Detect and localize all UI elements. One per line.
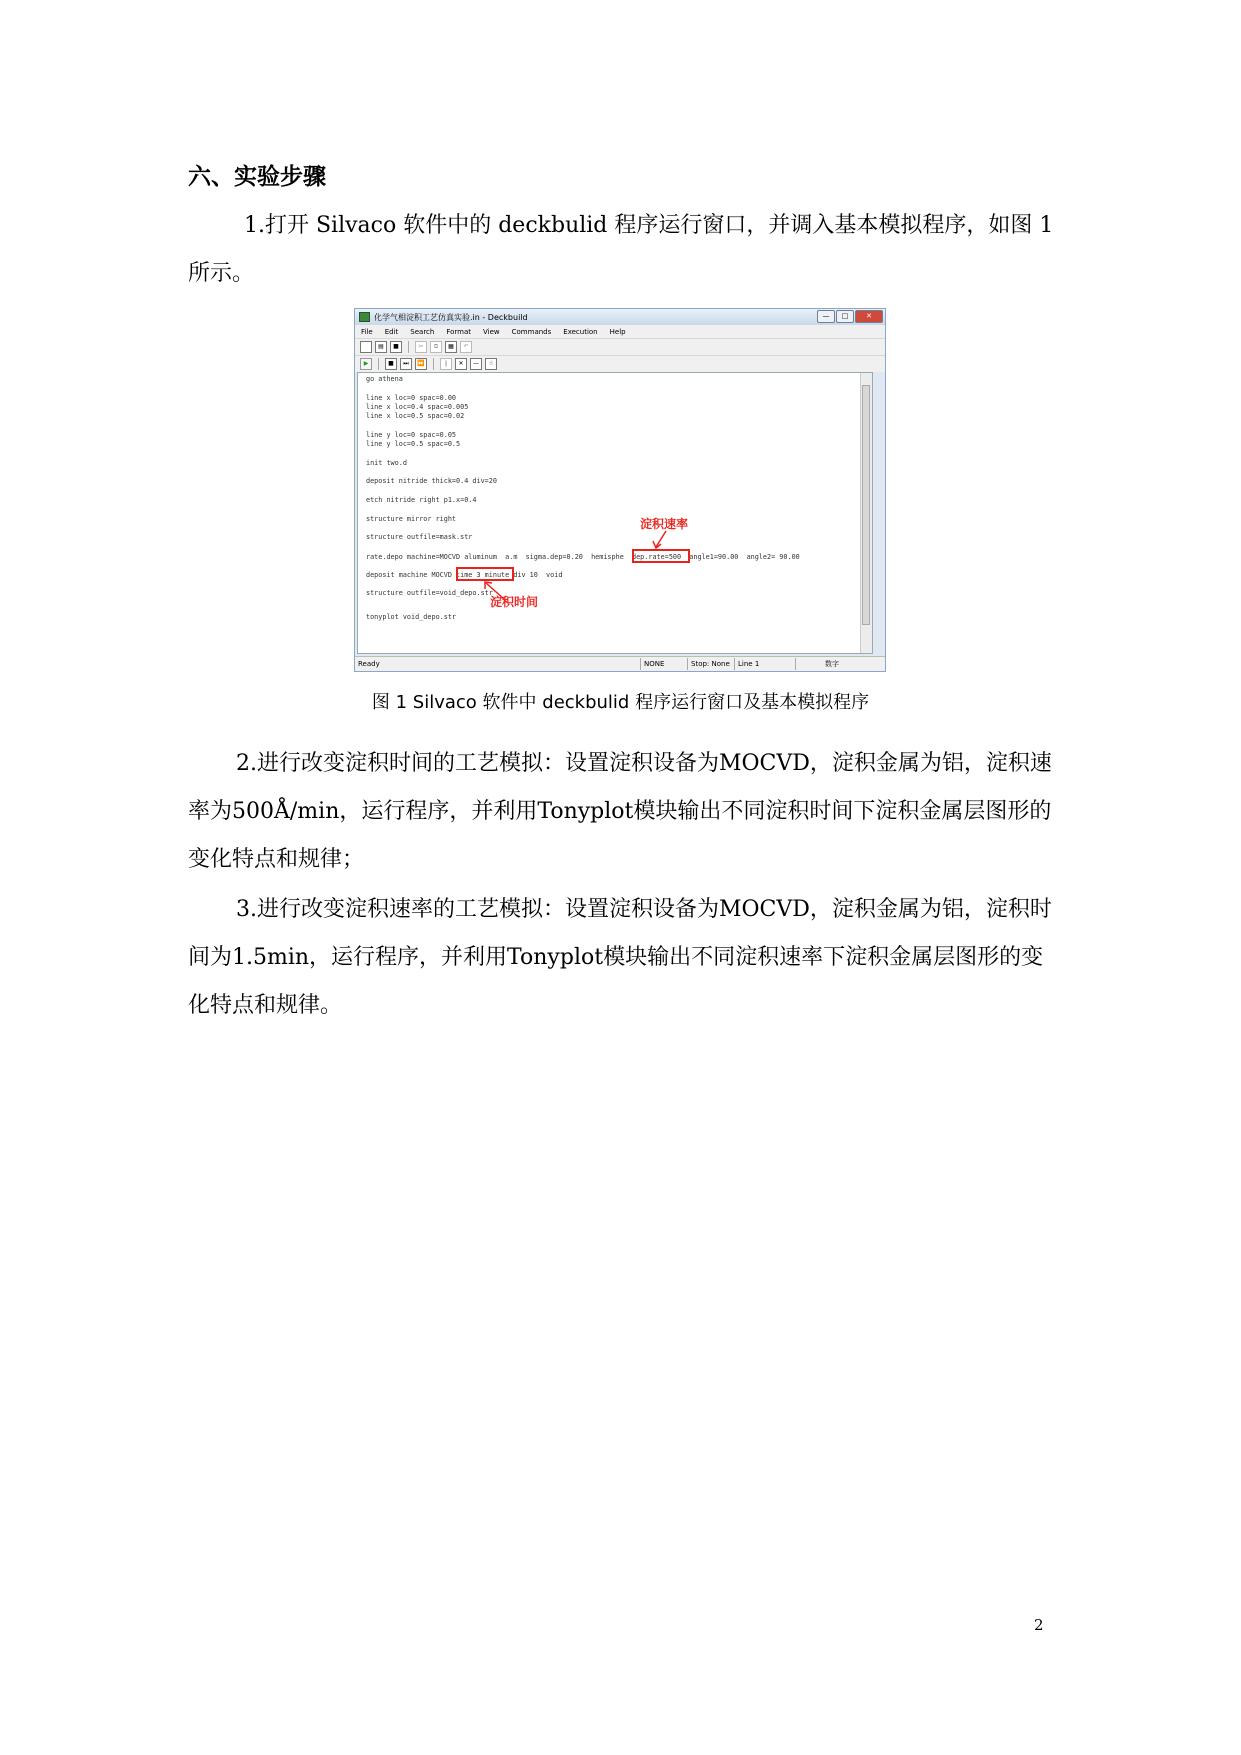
code-line: deposit nitride thick=0.4 div=20	[366, 477, 497, 485]
cut-icon[interactable]: ✂	[415, 341, 427, 353]
menu-commands[interactable]: Commands	[511, 327, 552, 336]
code-line: structure mirror right	[366, 515, 457, 523]
file-toolbar	[355, 338, 885, 355]
code-line: line x loc=0.4 spac=0.005	[366, 403, 469, 411]
status-stop: Stop: None	[687, 658, 734, 670]
window-titlebar	[355, 309, 885, 325]
save-icon[interactable]: ■	[390, 341, 402, 353]
code-line: tonyplot void_depo.str	[366, 613, 457, 621]
section-heading: 六、实验步骤	[188, 164, 326, 190]
paragraph-step-3: 3.进行改变淀积速率的工艺模拟：设置淀积设备为MOCVD，淀积金属为铝，淀积时间为1.5min，运行程序，并利用Tonyplot模块输出不同淀积速率下淀积金属层图形的变化特点和规律。	[188, 897, 1052, 1018]
status-ready: Ready	[358, 660, 380, 668]
annotation-deposition-time: 淀积时间	[490, 595, 539, 609]
line-icon[interactable]: —	[470, 358, 482, 370]
pause-icon[interactable]: ❙	[440, 358, 452, 370]
paste-icon[interactable]: ▦	[445, 341, 457, 353]
code-line: init two.d	[366, 459, 407, 467]
fast-forward-icon[interactable]: ⏩	[415, 358, 427, 370]
open-folder-icon[interactable]: ▤	[375, 341, 387, 353]
code-editor[interactable]	[357, 372, 873, 654]
run-icon[interactable]: ▶	[360, 358, 372, 370]
code-line: etch nitride right p1.x=0.4	[366, 496, 477, 504]
highlight-box-rate	[632, 549, 690, 563]
paragraph-step-1: 1.打开 Silvaco 软件中的 deckbulid 程序运行窗口，并调入基本模拟程序，如图 1 所示。	[188, 213, 1054, 286]
code-line: structure outfile=mask.str	[366, 533, 473, 541]
code-line: structure outfile=void_depo.str	[366, 589, 493, 597]
arrow-rate-icon	[648, 529, 672, 551]
code-line: deposit machine MOCVD time 3 minute div 10 void	[366, 571, 563, 579]
menu-view[interactable]: View	[483, 327, 500, 336]
status-mode: NONE	[640, 658, 687, 670]
status-bar	[355, 656, 885, 671]
menu-bar	[355, 325, 885, 338]
app-icon	[359, 312, 370, 322]
copy-icon[interactable]: ⧉	[430, 341, 442, 353]
maximize-icon[interactable]: □	[836, 310, 854, 323]
figure-caption: 图 1 Silvaco 软件中 deckbulid 程序运行窗口及基本模拟程序	[371, 692, 870, 713]
kill-icon[interactable]: ✕	[455, 358, 467, 370]
paragraph-step-2: 2.进行改变淀积时间的工艺模拟：设置淀积设备为MOCVD，淀积金属为铝，淀积速率为500Å/min，运行程序，并利用Tonyplot模块输出不同淀积时间下淀积金属层图形的变化特点和规律；	[188, 751, 1052, 872]
code-line: line x loc=0 spac=0.00	[366, 394, 457, 402]
page-number: 2	[1034, 1616, 1044, 1634]
status-line: Line 1	[734, 658, 795, 670]
menu-edit[interactable]: Edit	[384, 327, 399, 336]
menu-format[interactable]: Format	[446, 327, 472, 336]
minimize-icon[interactable]: —	[817, 310, 835, 323]
annotation-deposition-rate: 淀积速率	[640, 517, 689, 531]
code-line: go athena	[366, 375, 403, 383]
menu-execution[interactable]: Execution	[563, 327, 598, 336]
run-toolbar	[355, 355, 885, 372]
new-file-icon[interactable]	[360, 341, 372, 353]
step-icon[interactable]: ⏭	[400, 358, 412, 370]
status-flag: 数字	[795, 658, 842, 670]
window-title: 化学气相淀积工艺仿真实验.in - Deckbuild	[374, 312, 528, 322]
deckbuild-screenshot	[354, 308, 886, 672]
code-line: rate.depo machine=MOCVD aluminum a.m sigma.dep=0.20 hemisphe dep.rate=500 angle1=90.00 angle2= 90.00	[366, 553, 800, 561]
menu-search[interactable]: Search	[410, 327, 435, 336]
menu-help[interactable]: Help	[609, 327, 626, 336]
code-line: line y loc=0 spac=0.05	[366, 431, 457, 439]
hand-icon[interactable]: ☝	[485, 358, 497, 370]
close-icon[interactable]: ✕	[855, 310, 883, 323]
stop-icon[interactable]: ■	[385, 358, 397, 370]
menu-file[interactable]: File	[361, 327, 373, 336]
undo-icon[interactable]: ↶	[460, 341, 472, 353]
code-line: line x loc=0.5 spac=0.02	[366, 412, 465, 420]
editor-scrollbar[interactable]	[860, 373, 872, 653]
code-line: line y loc=0.5 spac=0.5	[366, 440, 461, 448]
